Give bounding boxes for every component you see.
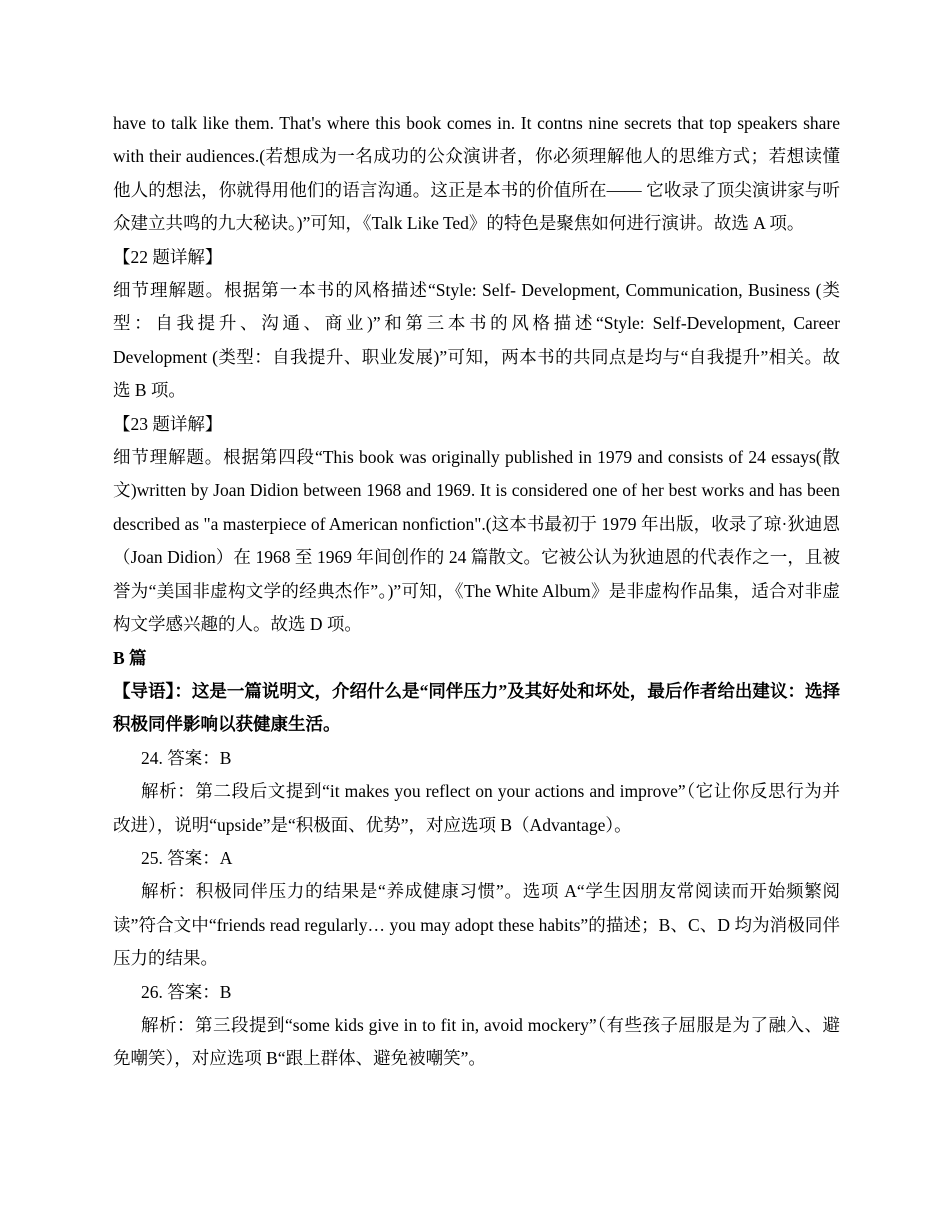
q24-answer: 24. 答案：B (141, 747, 232, 768)
q24-analysis: 解析：第二段后文提到“it makes you reflect on your actions and improve”（它让你反思行为并改进），说明“upside”是“积极面、优势”，对应选项 B（Advantage）。 (113, 781, 840, 835)
q23-heading: 【23 题详解】 (113, 413, 223, 434)
q26-analysis: 解析：第三段提到“some kids give in to fit in, avoid mockery”（有些孩子屈服是为了融入、避免嘲笑），对应选项 B“跟上群体、避免被嘲笑”。 (113, 1014, 840, 1069)
q22-heading: 【22 题详解】 (113, 246, 223, 267)
q25-analysis: 解析：积极同伴压力的结果是“养成健康习惯”。选项 A“学生因朋友常阅读而开始频繁阅读”符合文中“friends read regularly… you may adopt these habits”的描述；B、C、D 均为消极同伴压力的结果。 (113, 881, 840, 969)
q25-answer: 25. 答案：A (141, 847, 233, 868)
q22-explanation: 细节理解题。根据第一本书的风格描述“Style: Self- Development, Communication, Business (类型：自我提升、沟通、商业)”和第三本书的风格描述“Style: Self-Development, Career Development (类型：自我提升、职业发展)”可知，两本书的共同点是均与“自我提升”相关。故选 B 项。 (113, 280, 840, 401)
section-b-title: B 篇 (113, 647, 147, 668)
q21-explanation-continued: have to talk like them. That's where this book comes in. It contns nine secrets that top speakers share with their audiences.(若想成为一名成功的公众演讲者，你必须理解他人的思维方式；若想读懂他人的想法，你就得用他们的语言沟通。这正是本书的价值所在—— 它收录了顶尖演讲家与听众建立共鸣的九大秘诀。)”可知，《Talk Like Ted》的特色是聚焦如何进行演讲。故选 A 项。 (113, 113, 840, 234)
section-b-intro: 【导语】：这是一篇说明文，介绍什么是“同伴压力”及其好处和坏处，最后作者给出建议：选择积极同伴影响以获健康生活。 (113, 680, 840, 735)
q23-explanation: 细节理解题。根据第四段“This book was originally published in 1979 and consists of 24 essays(散文)written by Joan Didion between 1968 and 1969. It is considered one of her best works and has been described as "a masterpiece of American nonfiction".(这本书最初于 1979 年出版，收录了琼·狄迪恩（Joan Didion）在 1968 至 1969 年间创作的 24 篇散文。它被公认为狄迪恩的代表作之一，且被誉为“美国非虚构文学的经典杰作”。)”可知，《The White Album》是非虚构作品集，适合对非虚构文学感兴趣的人。故选 D 项。 (113, 447, 840, 635)
document-page (113, 107, 840, 1076)
q26-answer: 26. 答案：B (141, 981, 232, 1002)
